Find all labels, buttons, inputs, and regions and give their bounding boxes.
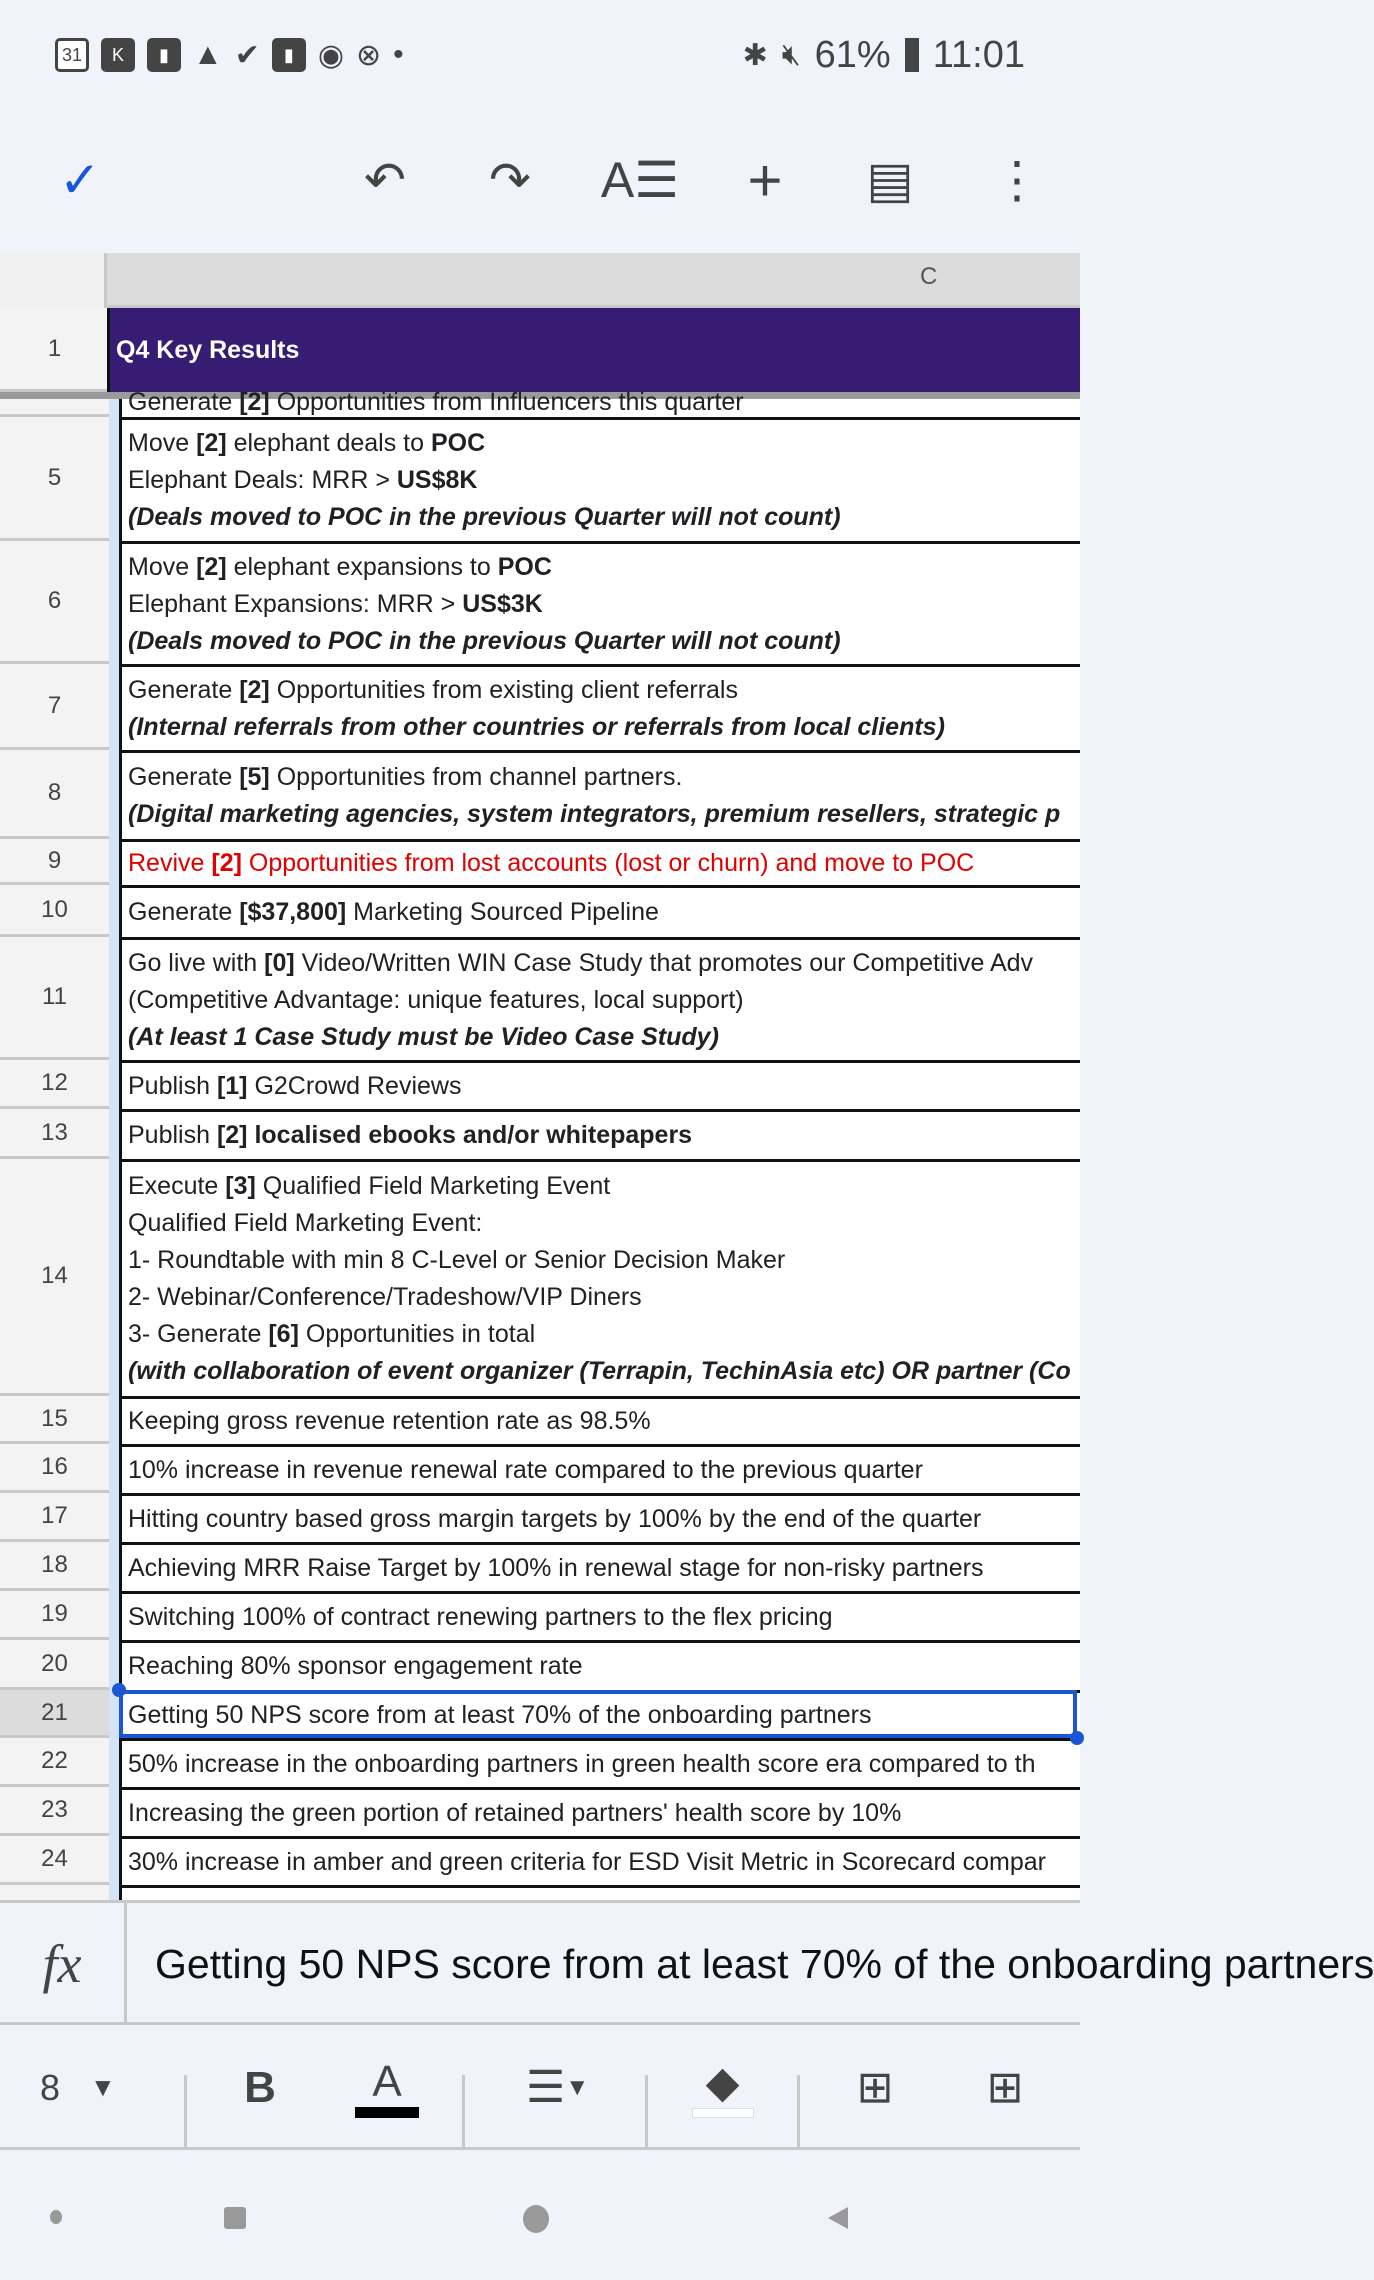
row-header[interactable]: 1 (0, 308, 109, 392)
cell-line (128, 1205, 1074, 1242)
table-row (0, 1836, 1080, 1885)
text-run: [3] (225, 1172, 256, 1200)
header-row (0, 308, 1080, 392)
cell-line (128, 1019, 1074, 1056)
cell[interactable] (119, 1444, 1080, 1493)
dot-icon[interactable] (50, 2210, 62, 2224)
row-strip (109, 1738, 119, 1787)
cell[interactable] (119, 541, 1080, 664)
table-row (0, 1109, 1080, 1159)
cell-line (128, 1242, 1074, 1279)
text-run: 1- Roundtable with min 8 C-Level or Senior Decision Maker (128, 1246, 786, 1274)
cell-line (128, 845, 1074, 882)
text-run: (Deals moved to POC in the previous Quarter will not count) (128, 503, 841, 531)
cell-line (128, 1353, 1074, 1390)
cell-line (128, 709, 1074, 746)
table-row (0, 1787, 1080, 1836)
cell[interactable] (119, 1542, 1080, 1591)
text-run: Reaching 80% sponsor engagement rate (128, 1652, 583, 1680)
status-bar (0, 0, 1080, 110)
row-header[interactable]: 8 (0, 750, 109, 839)
row-header[interactable]: 20 (0, 1640, 109, 1690)
row-strip (109, 1836, 119, 1885)
align-icon[interactable]: ☰ ▼ (525, 2063, 590, 2112)
selection-handle-top[interactable] (112, 1683, 126, 1697)
cell[interactable] (119, 1109, 1080, 1159)
text-run: Achieving MRR Raise Target by 100% in renewal stage for non-risky partners (128, 1553, 984, 1582)
cell-line (128, 586, 1074, 623)
cell[interactable] (119, 1396, 1080, 1444)
text-run: elephant expansions to (226, 552, 498, 581)
kia-connect-icon: K (101, 38, 135, 72)
text-run: 50% increase in the onboarding partners in green health score era compared to th (128, 1749, 1036, 1778)
table-row (0, 417, 1080, 541)
table-row (0, 937, 1080, 1060)
bold-icon[interactable]: B (244, 2062, 276, 2112)
navigation-bar (0, 2150, 1080, 2280)
text-run: Generate (128, 763, 240, 791)
undo-icon[interactable]: ↶ (364, 152, 406, 208)
text-run: US$8K (396, 466, 478, 494)
text-run: Opportunities from Influencers this quarter (269, 388, 744, 416)
text-run: (Competitive Advantage: unique features, local support) (128, 985, 744, 1014)
mute-icon: 🔇︎ (781, 38, 801, 71)
redo-icon[interactable]: ↷ (489, 152, 531, 208)
calendar-icon: 31 (55, 38, 89, 72)
text-run: Marketing Sourced Pipeline (346, 898, 659, 926)
row-header[interactable]: 24 (0, 1836, 109, 1885)
row-header[interactable]: 6 (0, 541, 109, 664)
text-run: Switching 100% of contract renewing partners to the flex pricing (128, 1602, 833, 1631)
cell-line (128, 1117, 1074, 1154)
row-header[interactable]: 23 (0, 1787, 109, 1836)
row-header[interactable]: 10 (0, 885, 109, 937)
cell-line (128, 1648, 1074, 1685)
fx-icon: fx (0, 1903, 127, 2025)
battery-icon (905, 38, 919, 72)
text-run: (Digital marketing agencies, system integrators, premium resellers, strategic p (128, 800, 1061, 828)
cell-line (128, 1844, 1074, 1881)
text-run: Getting 50 NPS score from at least 70% of the onboarding partners (128, 1701, 872, 1729)
row-strip (109, 417, 119, 541)
selection-handle-bottom[interactable] (1070, 1731, 1084, 1745)
xbox-icon: ⊗ (356, 38, 382, 72)
row-header[interactable]: 15 (0, 1396, 109, 1444)
text-run: [1] (216, 1071, 248, 1100)
divider (462, 2075, 465, 2150)
cell[interactable] (119, 937, 1080, 1060)
cell-line (128, 425, 1074, 462)
bluetooth-icon: ✱ (742, 38, 768, 72)
table-row (0, 1159, 1080, 1396)
text-run: Publish (128, 1121, 217, 1149)
cell[interactable] (119, 664, 1080, 750)
text-run: Opportunities from existing client referrals (269, 675, 738, 704)
cell[interactable] (119, 1690, 1080, 1738)
cell[interactable] (119, 1640, 1080, 1690)
text-run: 30% increase in amber and green criteria for ESD Visit Metric in Scorecard compar (128, 1847, 1046, 1876)
row-strip (109, 541, 119, 664)
text-run: Qualified Field Marketing Event: (128, 1209, 483, 1237)
text-run: G2Crowd Reviews (247, 1071, 462, 1100)
text-run: Video/Written WIN Case Study that promotes our Competitive Adv (294, 948, 1034, 977)
text-run: POC (430, 429, 486, 457)
row-strip (109, 1493, 119, 1542)
check-icon[interactable]: ✓ (59, 152, 101, 208)
text-run: (with collaboration of event organizer (Terrapin, TechinAsia etc) OR partner (Co (128, 1357, 1071, 1385)
cell-line (128, 1168, 1074, 1205)
cell[interactable] (119, 1493, 1080, 1542)
row-header[interactable]: 7 (0, 664, 109, 750)
header-cell[interactable]: Q4 Key Results (107, 308, 1080, 392)
row-strip (109, 885, 119, 937)
text-run: Opportunities from lost accounts (lost or churn) and move to POC (241, 849, 975, 877)
row-strip (109, 1060, 119, 1109)
recents-icon[interactable] (224, 2207, 246, 2229)
clock: 11:01 (932, 33, 1025, 76)
row-header[interactable]: 13 (0, 1109, 109, 1159)
divider (797, 2075, 800, 2150)
text-run: Move (128, 552, 197, 581)
cell[interactable] (119, 1060, 1080, 1109)
text-run: (Internal referrals from other countries or referrals from local clients) (128, 712, 945, 741)
cell-line (128, 1697, 1074, 1734)
cell[interactable] (119, 1836, 1080, 1885)
insert-column-icon[interactable]: ⊞ (986, 2063, 1024, 2112)
text-run: [2] (196, 429, 227, 457)
cell-line (128, 1599, 1074, 1636)
insert-icon[interactable]: + (747, 146, 783, 214)
cell[interactable] (119, 417, 1080, 541)
cell-line (128, 387, 1074, 417)
text-run: [$37,800] (239, 898, 347, 926)
text-run: Hitting country based gross margin targets by 100% by the end of the quarter (128, 1504, 982, 1533)
cell-line (128, 499, 1074, 536)
cell-line (128, 1068, 1074, 1105)
divider (645, 2075, 648, 2150)
text-run: 3- Generate (128, 1320, 269, 1348)
table-row (0, 388, 1080, 417)
text-run: POC (497, 552, 552, 581)
text-run: [2] localised ebooks and/or whitepapers (216, 1121, 693, 1149)
table-row (0, 1060, 1080, 1109)
row-strip (109, 937, 119, 1060)
row-header[interactable]: 14 (0, 1159, 109, 1396)
row-strip (109, 1591, 119, 1640)
text-run: [2] (239, 388, 270, 416)
cell-line (128, 796, 1074, 833)
table-row (0, 1640, 1080, 1690)
table-row (0, 541, 1080, 664)
text-run: US$3K (462, 589, 543, 618)
cell-line (128, 1746, 1074, 1783)
text-run: 10% increase in revenue renewal rate compared to the previous quarter (128, 1455, 923, 1484)
row-header[interactable]: 19 (0, 1591, 109, 1640)
row-strip (109, 399, 119, 417)
table-row (0, 1591, 1080, 1640)
text-run: [2] (196, 552, 227, 581)
trello-icon: ▮ (147, 38, 181, 72)
comment-icon[interactable]: ▤ (866, 152, 914, 208)
row-strip (109, 1159, 119, 1396)
cell-line (128, 1501, 1074, 1538)
cell-line (128, 894, 1074, 931)
text-run: Generate (128, 388, 240, 416)
battery-percent: 61% (814, 33, 891, 76)
row-header[interactable]: 16 (0, 1444, 109, 1493)
column-header-row (0, 253, 1080, 308)
cell-line (128, 623, 1074, 660)
cell-line (128, 1316, 1074, 1353)
fill-color-icon[interactable]: ◆ (690, 2055, 755, 2120)
cell[interactable] (119, 1787, 1080, 1836)
cell-line (128, 945, 1074, 982)
text-run: [0] (264, 948, 295, 977)
row-header[interactable]: 21 (0, 1690, 109, 1738)
text-run: (Deals moved to POC in the previous Quarter will not count) (128, 626, 841, 655)
cell[interactable] (119, 1591, 1080, 1640)
cell-line (128, 759, 1074, 796)
text-run: (At least 1 Case Study must be Video Case Study) (128, 1022, 719, 1051)
table-row (0, 1542, 1080, 1591)
cell-line (128, 982, 1074, 1019)
cell-line (128, 549, 1074, 586)
table-row (0, 1690, 1080, 1738)
row-strip (109, 1690, 119, 1738)
cell-line (128, 1452, 1074, 1489)
trello-icon: ▮ (272, 38, 306, 72)
home-icon[interactable] (523, 2205, 549, 2233)
cell[interactable] (119, 750, 1080, 839)
text-color-swatch (355, 2107, 419, 2118)
table-row (0, 750, 1080, 839)
cell-line (128, 672, 1074, 709)
table-row (0, 1738, 1080, 1787)
text-run: Qualified Field Marketing Event (255, 1172, 611, 1200)
row-header[interactable]: 5 (0, 417, 109, 541)
font-size-dropdown[interactable] (40, 2055, 150, 2120)
cell-line (128, 462, 1074, 499)
row-strip (109, 664, 119, 750)
spreadsheet-grid (0, 253, 1080, 1900)
back-icon[interactable] (828, 2207, 848, 2229)
text-run: Generate (128, 675, 240, 704)
row-strip (109, 1787, 119, 1836)
font-size-value: 8 (40, 2066, 61, 2108)
top-toolbar (0, 110, 1080, 253)
row-header[interactable]: 9 (0, 839, 109, 885)
cell-line (128, 1403, 1074, 1440)
row-strip (109, 1396, 119, 1444)
formula-input[interactable]: Getting 50 NPS score from at least 70% of the onboarding partners (155, 1940, 1374, 1987)
text-run: Opportunities from channel partners. (269, 763, 683, 791)
text-run: Elephant Deals: MRR > (128, 466, 397, 494)
row-header[interactable]: 17 (0, 1493, 109, 1542)
row-header[interactable]: 12 (0, 1060, 109, 1109)
text-run: Opportunities in total (298, 1320, 536, 1348)
fill-color-swatch (692, 2108, 754, 2118)
text-run: elephant deals to (226, 429, 431, 457)
text-run: [6] (268, 1320, 299, 1348)
text-run: [2] (239, 675, 270, 704)
row-header[interactable] (0, 399, 109, 417)
text-run: Increasing the green portion of retained partners' health score by 10% (128, 1798, 902, 1827)
row-header[interactable]: 22 (0, 1738, 109, 1787)
text-color-icon[interactable]: A (355, 2055, 419, 2120)
text-format-icon[interactable]: A☰ (600, 152, 680, 208)
check-icon: ✔ (234, 38, 260, 72)
cell-line (128, 1795, 1074, 1832)
table-row (0, 664, 1080, 750)
table-row (0, 839, 1080, 885)
cell-line (128, 1550, 1074, 1587)
cell[interactable] (119, 885, 1080, 937)
text-run: 2- Webinar/Conference/Tradeshow/VIP Diners (128, 1283, 642, 1311)
text-run: Elephant Expansions: MRR > (128, 589, 463, 618)
row-header[interactable]: 11 (0, 937, 109, 1060)
text-run: Go live with (128, 948, 265, 977)
text-run: Revive (128, 849, 212, 877)
more-vert-icon[interactable]: ⋮ (992, 152, 1042, 208)
cell[interactable] (119, 839, 1080, 885)
row-strip (109, 750, 119, 839)
row-strip (109, 1109, 119, 1159)
text-run: Execute (128, 1172, 226, 1200)
format-toolbar (0, 2025, 1080, 2150)
row-strip (109, 839, 119, 885)
cell-line (128, 1279, 1074, 1316)
text-run: [5] (239, 763, 270, 791)
table-row (0, 1444, 1080, 1493)
cell[interactable] (119, 1159, 1080, 1396)
chrome-icon: ◉ (317, 38, 345, 72)
text-run: Keeping gross revenue retention rate as 98.5% (128, 1407, 651, 1435)
divider (184, 2075, 187, 2150)
cell[interactable] (119, 388, 1080, 417)
more-dot-icon: • (393, 38, 404, 71)
chevron-down-icon: ▼ (90, 2072, 116, 2102)
table-row (0, 1493, 1080, 1542)
text-run: Move (128, 429, 197, 457)
row-strip (109, 1542, 119, 1591)
select-all-corner[interactable] (0, 253, 107, 308)
text-run: [2] (211, 849, 242, 877)
cell[interactable] (119, 1738, 1080, 1787)
column-header-c[interactable]: C (920, 263, 938, 290)
row-strip (109, 1444, 119, 1493)
table-row (0, 1396, 1080, 1444)
insert-row-icon[interactable]: ⊞ (856, 2063, 894, 2112)
warning-icon: ▲ (193, 38, 223, 71)
text-run: Generate (128, 898, 240, 926)
text-run: Publish (128, 1071, 217, 1100)
table-row (0, 885, 1080, 937)
row-header[interactable]: 18 (0, 1542, 109, 1591)
formula-bar (0, 1900, 1374, 2025)
